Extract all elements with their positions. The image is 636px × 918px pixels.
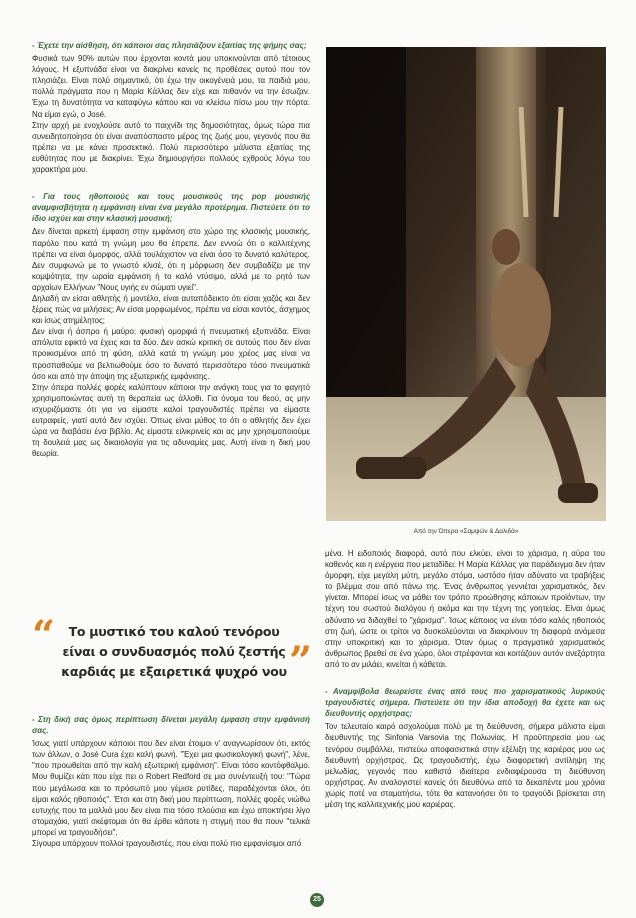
answer-3-continued: μένα. Η ειδοποιός διαφορά, αυτό που ελκύει, είναι το χάρισμα, η αύρα του καθενός και η ενέργεια που μεταδίδει. Η Μαρία Κάλλας για παράδειγμα δεν ήταν όμορφη, είχε μεγάλη μύτη, μεγάλο στόμα, ωστόσο ήταν αδύνατο να τραβήξεις το βλέμμα σου από πάνω της. Ένας άνθρωπος γεννιέται χαρισματικός, δεν γίνεται. Μπορεί ίσως να μάθει τον τρόπο προώθησης κάποιων προϊόντων, την τέχνη του σωστού διαλόγου ή ακόμα και την τέχνη της γοητείας. Είναι όμως αδύνατο να διδαχθεί το "χάρισμα". Ίσως κάποιος να είναι τόσο καλός ηθοποιός στη ζωή, ώστε οι τρίτοι να δυσκολεύονται να διακρίνουν τη διαφορά ανάμεσα στην υποκριτική και το χάρισμα. Όταν όμως ο πραγματικά χαρισματικός άνθρωπος βρεθεί σε ένα χώρο, όλοι στρέφονται και κοιτάζουν αυτόν ανεξάρτητα από το αν μιλάει, κινείται ή κάθεται. <box>325 549 605 669</box>
left-column-lower <box>32 714 310 849</box>
pull-quote-text: Το μυστικό του καλού τενόρου είναι ο συνδυασμός πολύ ζεστής καρδιάς με εξαιρετικά ψυχρό νου <box>61 624 287 679</box>
answer-2-para-2: Δηλαδή αν είσαι αθλητής ή μοντέλο, είναι αυταπόδεικτο ότι είσαι χαζός και δεν ξέρεις πώς να μιλήσεις; Αν είσαι μορφωμένος, πρέπει να είσαι κοντός, άσχημος και ίσως ατημέλητος; <box>32 293 310 326</box>
answer-1-para-1: Φυσικά των 90% αυτών που έρχονται κοντά μου υποκινούνται από τέτοιους λόγους. Η εξυπνάδα είναι να διακρίνει κανείς τις προθέσεις αυτού που τον πλησιάζει. Είναι πολύ σημαντικό, ότι έχω την οικογένειά μου, τα παιδιά μου, πολλά πράγματα που η Μαρία Κάλλας δεν είχε και πιθανόν να την έσωζαν. Έχω τη δυνατότητα να καταφύγω κάπου και να κλείσω πίσω μου την πόρτα. Να είμαι εγώ, ο José. <box>32 54 310 119</box>
opera-photo <box>326 47 606 521</box>
question-3: - Στη δική σας όμως περίπτωση δίνεται μεγάλη έμφαση στην εμφάνισή σας. <box>32 715 310 736</box>
question-2: - Για τους ηθοποιούς και τους μουσικούς της pop μουσικής αναμφισβήτητα η εμφάνιση είναι ένα μεγάλο προτέρημα. Πιστεύετε ότι το ίδιο ισχύει και στην κλασική μουσική; <box>32 192 311 224</box>
question-1: - Έχετε την αίσθηση, ότι κάποιοι σας πλησιάζουν εξαιτίας της φήμης σας; <box>32 41 307 50</box>
pull-quote <box>32 612 312 685</box>
answer-2-para-3: Δεν είναι ή άσπρο ή μαύρο: φυσική ομορφιά ή πνευματική εξυπνάδα. Είναι απόλυτα εφικτό να έχεις και τα δύο. Δεν ασκώ κριτική σε αυτούς που δεν είναι προικισμένοι από τη φύση, αλλά κατά τη γνώμη μου χρέος μας είναι να προσπαθούμε να βελτιωθούμε όσο το δυνατό περισσότερο τόσο πνευματικά όσο και από την άποψη της εξωτερικής εμφάνισης. <box>32 327 310 381</box>
answer-3-para-1: Ίσως γιατί υπάρχουν κάποιοι που δεν είναι έτοιμοι ν' αναγνωρίσουν ότι, εκτός των άλλων, ο José Cura έχει καλή φωνή. "Έχει μια φωσικολογική φωνή", λένε, "που προωθείται από την καλή εξωτερική εμφάνιση". Είναι τόσο κοντόφθαλμο. Μου θυμίζει κάτι που είχε πει ο Robert Redford σε μια συνέντευξή του: "Τώρα που μεγάλωσα και το πρόσωπό μου γέμισε ρυτίδες, παραδέχονται όλοι, ότι είμαι καλός ηθοποιός". Έτσι και στη δική μου περίπτωση, πολλές φορές νιώθω ευτυχής που τα μαλλιά μου δεν είναι πια τόσο πλούσια και έχω αποκτήσει λίγο στομαχάκι, γιατί σκέφτομαι ότι θα έρθει κάποτε η στιγμή που θα πουν "τελικά μπορεί να τραγουδήσει". <box>32 739 310 837</box>
tenor-on-stage-image <box>326 47 606 521</box>
right-column <box>325 548 605 810</box>
answer-3-para-2: Σίγουρα υπάρχουν πολλοί τραγουδιστές, που είναι πολύ πιο εμφανίσιμοι από <box>32 839 302 849</box>
answer-2-para-4: Στην όπερα πολλές φορές καλύπτουν κάποιοι την ανάγκη τους για το φαγητό χρησιμοποιώντας αυτή τη θεραπεία ως άλλοθι. Για όνομα του θεού, ας μην ισχυριζόμαστε ότι για να είμαστε καλοί τραγουδιστές πρέπει να είμαστε ευτραφείς, γιατί αυτό δεν ισχύει. Όπως είναι μύθος το ότι ο αθλητής δεν έχει ώρα να διαβάσει ένα βιβλίο. Ας είμαστε ειλικρινείς και ας μην χρησιμοποιούμε τη δουλειά μας ως δικαιολογία για τις αδυναμίες μας. Αυτή είναι η δική μου θεωρία. <box>32 382 310 459</box>
answer-1-para-2: Στην αρχή με ενοχλούσε αυτό το παιχνίδι της δημοσιότητας, όμως τώρα πια συνειδητοποίησα ότι είναι αναπόσπαστο μέρος της ζωής μου, γεγονός που θα πρέπει να με κάνει προσεκτικό. Πολύ περισσότερο μάλιστα εξαιτίας της ευθύτητας που με διακρίνει. Έχω δημιουργήσει πολλούς εχθρούς λόγω του χαρακτήρα μου. <box>32 120 310 175</box>
question-4: - Αναμφίβολα θεωρείστε ένας από τους πιο χαρισματικούς λυρικούς τραγουδιστές σήμερα. Πιστεύετε ότι την ίδια αποδοχή θα έχετε και ως διευθυντής ορχήστρας; <box>325 687 605 719</box>
open-quote-icon: “ <box>32 612 56 659</box>
page-number: 25 <box>310 893 324 907</box>
answer-2-para-1: Δεν δίνεται αρκετή έμφαση στην εμφάνιση στο χώρο της κλασικής μουσικής, παρόλο που κατά τη γνώμη μου θα έπρεπε. Δεν εννοώ ότι ο καλλιτέχνης πρέπει να είναι όμορφος, αλλά τουλάχιστον να είναι όσο το δυνατό καλύτερος. Δεν συμφωνώ με το γνωστό κλισέ, ότι η μόρφωση δεν συμβαδίζει με την κομψότητα, την ωραία εμφάνιση ή το καλό ντύσιμο, αλλά με το ρητό των αρχαίων Ελλήνων "Νους υγιής εν σώματι υγιεί". <box>32 227 310 292</box>
photo-caption: Από την Όπερα «Σαμψών & Δαλιδά» <box>413 528 519 535</box>
answer-4-para-1: Τον τελευταίο καιρό ασχολούμαι πολύ με τη διεύθυνση, σήμερα μάλιστα είμαι διευθυντής της Sinfonia Varsovia της Πολωνίας. Η προϋπηρεσία μου ως τενόρου συμβάλλει, πιστεύω αποφασιστικά στην εξέλιξη της καριέρας μου ως διευθυντή ορχήστρας. Ως τραγουδιστής, έχω διαφορετική αντίληψη της μελωδίας, γεγονός που καθιστά ιδιαίτερα ενδιαφέρουσα τη διεύθυνση ορχήστρας. Αν αναλογιστεί κανείς ότι διευθύνω από τα δεκαπέντε μου χρόνια χωρίς ποτέ να σταματήσω, τότε θα κατανοήσει ότι το τραγούδι βρίσκεται στη μέση της καλλιτεχνικής μου καριέρας. <box>325 722 605 809</box>
close-quote-icon: ” <box>288 638 312 685</box>
left-column <box>32 40 310 459</box>
